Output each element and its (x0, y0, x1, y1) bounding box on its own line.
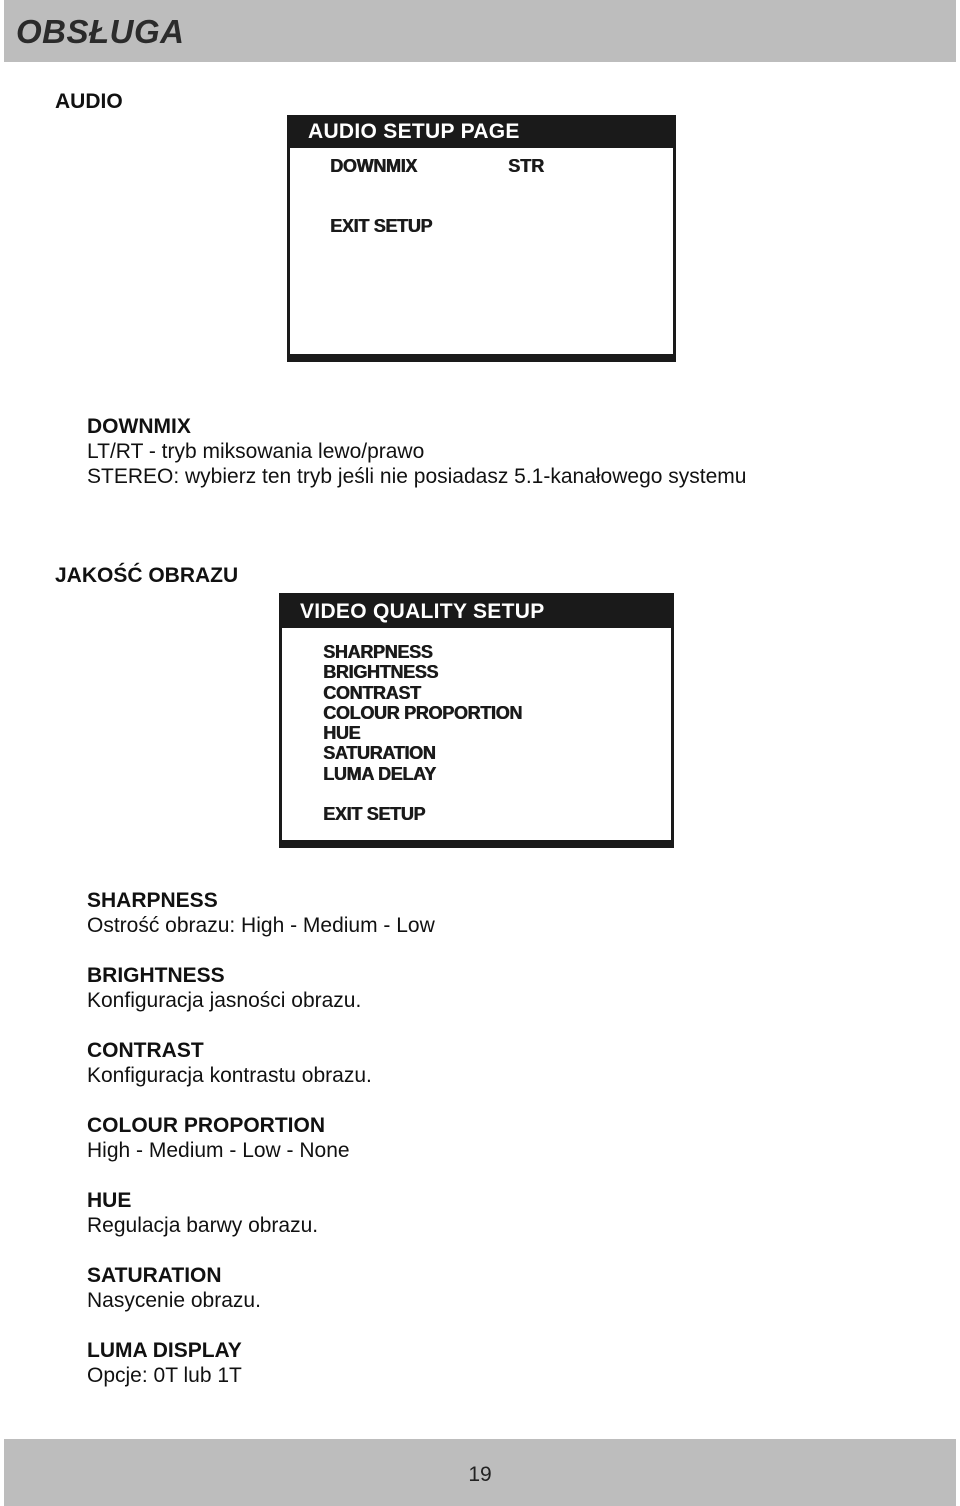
video-quality-setup-screen (279, 593, 674, 848)
description-text: High - Medium - Low - None (87, 1139, 350, 1162)
description-text: Konfiguracja jasności obrazu. (87, 989, 362, 1012)
description-text: Konfiguracja kontrastu obrazu. (87, 1064, 372, 1087)
audio-setup-title: AUDIO SETUP PAGE (308, 120, 520, 143)
video-exit-setup: EXIT SETUP (323, 804, 426, 824)
hue-description (87, 1188, 318, 1238)
sharpness-description (87, 888, 435, 938)
description-title: BRIGHTNESS (87, 964, 225, 987)
downmix-menu-item: DOWNMIX (330, 156, 417, 176)
audio-exit-setup: EXIT SETUP (330, 216, 433, 236)
luma-display-description (87, 1338, 242, 1388)
description-title: COLOUR PROPORTION (87, 1114, 326, 1137)
description-text: Opcje: 0T lub 1T (87, 1364, 242, 1387)
contrast-description (87, 1038, 372, 1088)
description-title: LUMA DISPLAY (87, 1339, 242, 1362)
description-text: Ostrość obrazu: High - Medium - Low (87, 914, 435, 937)
menu-item-brightness: BRIGHTNESS (323, 662, 439, 683)
downmix-description-line: STEREO: wybierz ten tryb jeśli nie posiadasz 5.1-kanałowego systemu (87, 465, 747, 488)
menu-item-hue: HUE (323, 723, 361, 744)
menu-item-colour-proportion: COLOUR PROPORTION (323, 702, 522, 723)
menu-item-luma-delay: LUMA DELAY (323, 763, 436, 784)
audio-setup-screen (287, 115, 676, 362)
menu-item-saturation: SATURATION (323, 743, 436, 764)
downmix-description-title: DOWNMIX (87, 415, 191, 438)
description-title: SATURATION (87, 1264, 222, 1287)
description-title: CONTRAST (87, 1039, 204, 1062)
video-quality-menu (323, 642, 522, 784)
downmix-description-line: LT/RT - tryb miksowania lewo/prawo (87, 440, 425, 463)
video-quality-titlebar (282, 596, 671, 628)
menu-item-contrast: CONTRAST (323, 682, 421, 703)
audio-setup-titlebar (290, 118, 673, 148)
header-bar (4, 0, 956, 62)
colour-proportion-description (87, 1113, 350, 1163)
page-number: 19 (468, 1463, 492, 1486)
description-text: Nasycenie obrazu. (87, 1289, 261, 1312)
brightness-description (87, 963, 361, 1013)
page-title: OBSŁUGA (16, 13, 185, 50)
downmix-description (87, 414, 746, 489)
description-title: HUE (87, 1189, 132, 1212)
video-quality-title: VIDEO QUALITY SETUP (300, 600, 545, 623)
description-text: Regulacja barwy obrazu. (87, 1214, 319, 1237)
saturation-description (87, 1263, 261, 1313)
video-quality-heading: JAKOŚĆ OBRAZU (55, 564, 239, 587)
description-title: SHARPNESS (87, 889, 218, 912)
menu-item-sharpness: SHARPNESS (323, 642, 433, 662)
footer-bar (4, 1439, 956, 1506)
downmix-value: STR (508, 156, 544, 176)
audio-heading: AUDIO (55, 90, 123, 113)
